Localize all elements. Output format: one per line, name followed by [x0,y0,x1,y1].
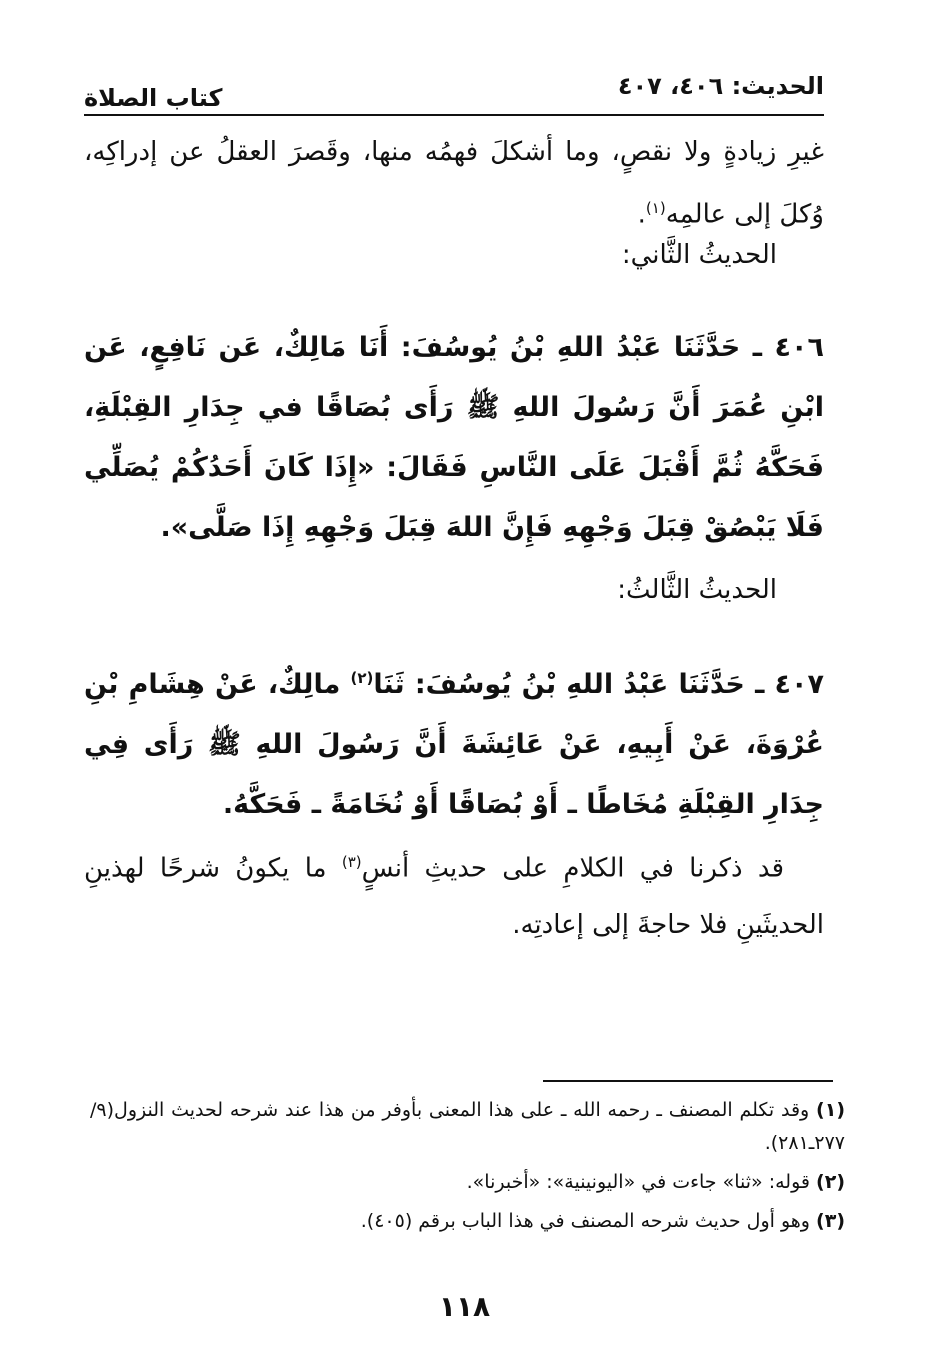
intro-text: غيرِ زيادةٍ ولا نقصٍ، وما أشكلَ فهمُه منها، وقَصرَ العقلُ عن إدراكِه، وُكلَ إلى عالمِه [84,137,824,230]
page-number: ١١٨ [438,1290,491,1323]
footnote-1-text: وقد تكلم المصنف ـ رحمه الله ـ على هذا المعنى بأوفر من هذا عند شرحه لحديث النزول(٩/ ٢٧٧ـ٢٨١). [90,1099,845,1154]
footnote-3-text: وهو أول حديث شرحه المصنف في هذا الباب برقم (٤٠٥). [360,1210,810,1232]
footnote-ref-1: (١) [645,199,666,217]
running-header [84,66,824,116]
footnotes-section [90,1094,845,1244]
hadith-407-text [84,648,824,835]
footnote-2-marker: (٢) [816,1171,845,1193]
footnote-ref-3: (٣) [341,853,362,871]
intro-paragraph [84,124,824,243]
footnote-1 [90,1094,845,1160]
header-book-title: كتاب الصلاة [84,84,223,112]
header-hadith-numbers: الحديث: ٤٠٦، ٤٠٧ [617,72,824,100]
hadith-407-rest: مالِكٌ، عَنْ هِشَامِ بْنِ عُرْوَةَ، عَنْ أَبِيهِ، عَنْ عَائِشَةَ أَنَّ رَسُولَ اللهِ ﷺ رَأَى فِي جِدَارِ القِبْلَةِ مُخَاطًا ـ أَوْ بُصَاقًا أَوْ نُخَامَةً ـ فَحَكَّهُ. [84,669,824,820]
footnote-3 [90,1205,845,1238]
section-heading-third-hadith: الحديثُ الثَّالثُ: [617,575,777,605]
footnote-2 [90,1166,845,1199]
footnote-1-marker: (١) [816,1099,845,1121]
hadith-406-text: ٤٠٦ ـ حَدَّثَنَا عَبْدُ اللهِ بْنُ يُوسُفَ: أَنَا مَالِكٌ، عَن نَافِعٍ، عَن ابْنِ عُمَرَ أَنَّ رَسُولَ اللهِ ﷺ رَأَى بُصَاقًا في جِدَارِ القِبْلَةِ، فَحَكَّهُ ثُمَّ أَقْبَلَ عَلَى النَّاسِ فَقَالَ: «إِذَا كَانَ أَحَدُكُمْ يُصَلِّي فَلَا يَبْصُقْ قِبَلَ وَجْهِهِ فَإِنَّ اللهَ قِبَلَ وَجْهِهِ إِذَا صَلَّى». [84,332,824,543]
footnote-separator [543,1080,833,1082]
commentary-rest: ما يكونُ شرحًا لهذينِ الحديثَينِ فلا حاجةَ إلى إعادتِه. [84,853,824,940]
section-heading-second-hadith: الحديثُ الثَّاني: [621,240,777,270]
commentary-paragraph [84,834,824,953]
footnote-3-marker: (٣) [816,1210,845,1232]
hadith-407-opening: ٤٠٧ ـ حَدَّثَنَا عَبْدُ اللهِ بْنُ يُوسُفَ: ثَنَا [373,669,824,700]
commentary-opening: قد ذكرنا في الكلامِ على حديثِ أنسٍ [361,853,784,884]
intro-end: . [637,199,646,230]
footnote-ref-2: (٢) [350,669,374,687]
footnote-2-text: قوله: «ثنا» جاءت في «اليونينية»: «أخبرنا». [466,1171,810,1193]
